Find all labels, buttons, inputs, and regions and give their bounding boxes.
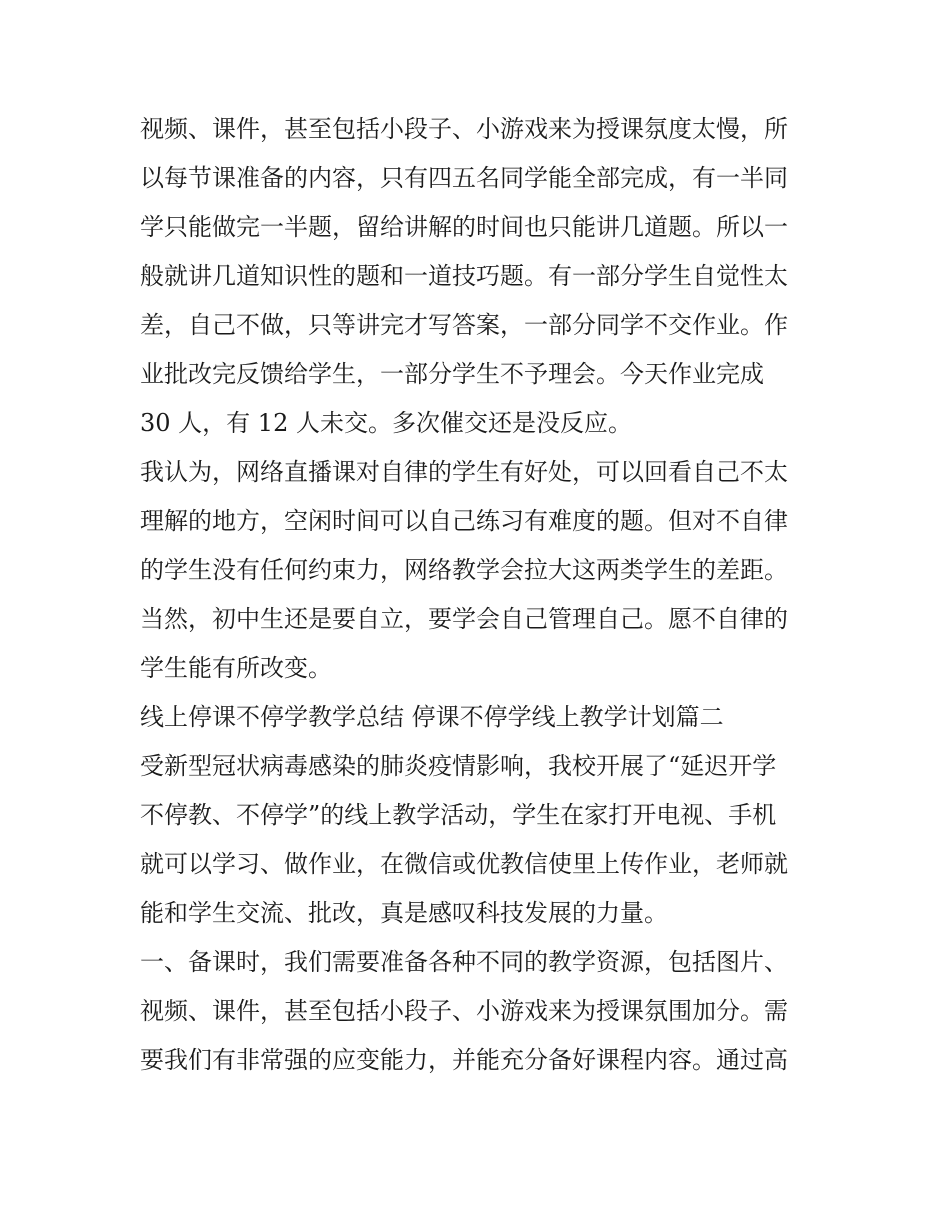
document-body: [140, 105, 820, 1085]
text-line: 就可以学习、做作业，在微信或优教信使里上传作业，老师就: [140, 850, 788, 878]
text-line: 业批改完反馈给学生，一部分学生不予理会。今天作业完成: [140, 360, 764, 388]
text-line: 般就讲几道知识性的题和一道技巧题。有一部分学生自觉性太: [140, 262, 788, 290]
text-line: 要我们有非常强的应变能力，并能充分备好课程内容。通过高: [140, 1046, 788, 1074]
text-line: 学只能做完一半题，留给讲解的时间也只能讲几道题。所以一: [140, 213, 788, 241]
text-line: 视频、课件，甚至包括小段子、小游戏来为授课氛围加分。需: [140, 997, 788, 1025]
section-heading: 线上停课不停学教学总结 停课不停学线上教学计划篇二: [140, 703, 724, 731]
text-line: 学生能有所改变。: [140, 654, 332, 682]
text-line: 受新型冠状病毒感染的肺炎疫情影响，我校开展了“延迟开学: [140, 752, 777, 780]
text-line: 一、备课时，我们需要准备各种不同的教学资源，包括图片、: [140, 948, 788, 976]
text-line: 能和学生交流、批改，真是感叹科技发展的力量。: [140, 899, 668, 927]
text-line: 视频、课件，甚至包括小段子、小游戏来为授课氛度太慢，所: [140, 115, 788, 143]
text-line: 以每节课准备的内容，只有四五名同学能全部完成，有一半同: [140, 164, 788, 192]
text-line: 当然，初中生还是要自立，要学会自己管理自己。愿不自律的: [140, 605, 788, 633]
text-line: 不停教、不停学”的线上教学活动，学生在家打开电视、手机: [140, 801, 777, 829]
text-line: 我认为，网络直播课对自律的学生有好处，可以回看自己不太: [140, 458, 788, 486]
text-line: 30 人，有 12 人未交。多次催交还是没反应。: [140, 409, 632, 437]
text-line: 的学生没有任何约束力，网络教学会拉大这两类学生的差距。: [140, 556, 788, 584]
text-line: 理解的地方，空闲时间可以自己练习有难度的题。但对不自律: [140, 507, 788, 535]
text-line: 差，自己不做，只等讲完才写答案，一部分同学不交作业。作: [140, 311, 788, 339]
